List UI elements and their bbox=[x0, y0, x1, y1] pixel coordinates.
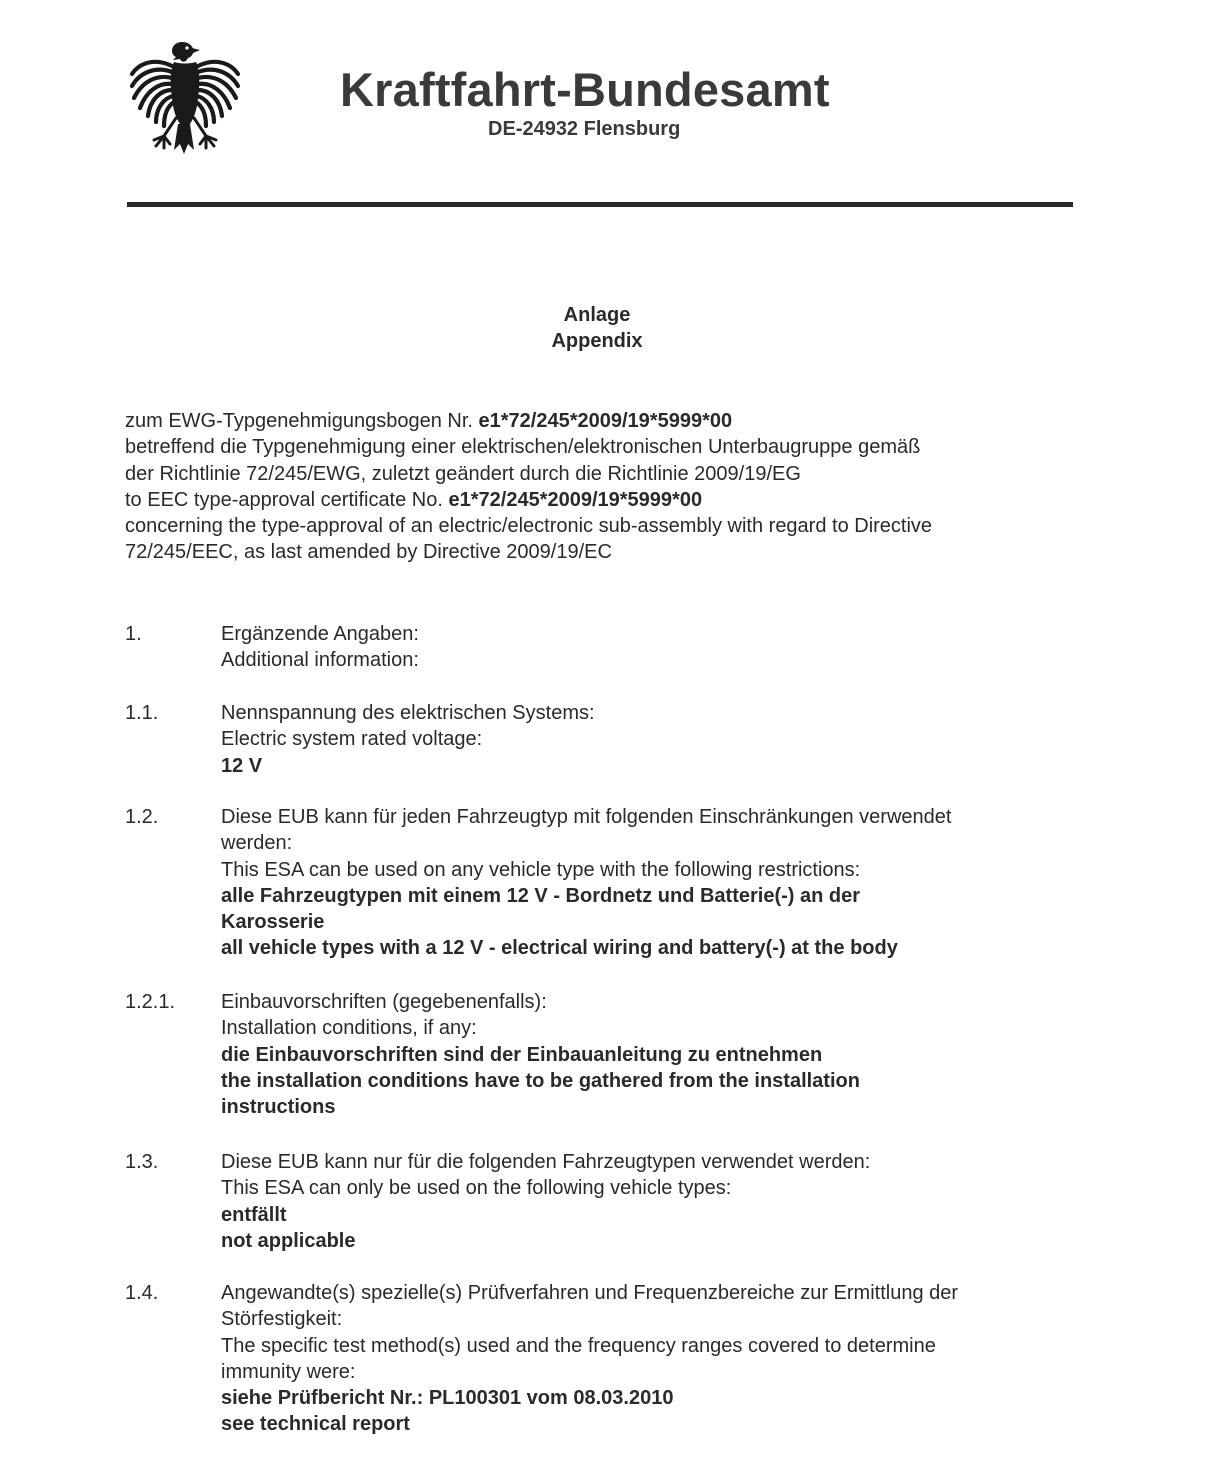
intro-line: concerning the type-approval of an electric/electronic sub-assembly with regard to Directive bbox=[125, 515, 933, 538]
intro-paragraph bbox=[125, 408, 1105, 566]
section-label: This ESA can only be used on the following vehicle types: bbox=[221, 1177, 732, 1200]
section-label: Einbauvorschriften (gegebenenfalls): bbox=[221, 991, 547, 1013]
section-label: Diese EUB kann für jeden Fahrzeugtyp mit folgenden Einschränkungen verwendet bbox=[221, 806, 952, 828]
intro-text: zum EWG-Typgenehmigungsbogen Nr. bbox=[125, 410, 479, 432]
agency-address: DE-24932 Flensburg bbox=[488, 118, 681, 140]
header-divider bbox=[127, 202, 1073, 207]
section-body bbox=[221, 700, 1081, 779]
section-label: Installation conditions, if any: bbox=[221, 1017, 477, 1040]
certificate-number: e1*72/245*2009/19*5999*00 bbox=[448, 488, 703, 511]
document-title-de: Anlage bbox=[563, 304, 631, 326]
section-label: Ergänzende Angaben: bbox=[221, 623, 419, 645]
section-label: Angewandte(s) spezielle(s) Prüfverfahren und Frequenzbereiche zur Ermittlung der bbox=[221, 1282, 959, 1304]
section-value: not applicable bbox=[221, 1229, 356, 1252]
certificate-number: e1*72/245*2009/19*5999*00 bbox=[478, 410, 733, 432]
document-title-en: Appendix bbox=[551, 330, 643, 352]
section-number: 1.3. bbox=[125, 1151, 159, 1173]
section-value: Karosserie bbox=[221, 911, 325, 934]
section-body bbox=[221, 621, 1081, 674]
intro-text: to EEC type-approval certificate No. bbox=[125, 488, 449, 511]
section-value: entfällt bbox=[221, 1203, 287, 1226]
section-body bbox=[221, 989, 1081, 1120]
section-body bbox=[221, 1280, 1081, 1438]
section-label: Störfestigkeit: bbox=[221, 1308, 343, 1331]
federal-eagle-icon bbox=[126, 40, 244, 160]
section-value: the installation conditions have to be gathered from the installation bbox=[221, 1069, 860, 1092]
section-number: 1.2.1. bbox=[125, 991, 176, 1013]
section-number: 1. bbox=[125, 623, 142, 645]
section-label: Additional information: bbox=[221, 649, 419, 672]
intro-line bbox=[125, 487, 1105, 513]
section-number: 1.2. bbox=[125, 806, 159, 828]
section-body bbox=[221, 804, 1081, 962]
intro-line: 72/245/EEC, as last amended by Directive 2009/19/EC bbox=[125, 541, 612, 564]
section-label: Diese EUB kann nur für die folgenden Fahrzeugtypen verwendet werden: bbox=[221, 1151, 871, 1173]
intro-line: betreffend die Typgenehmigung einer elektrischen/elektronischen Unterbaugruppe gemäß bbox=[125, 436, 921, 459]
section-label: Nennspannung des elektrischen Systems: bbox=[221, 702, 595, 724]
section-number: 1.4. bbox=[125, 1282, 159, 1304]
intro-line: der Richtlinie 72/245/EWG, zuletzt geändert durch die Richtlinie 2009/19/EG bbox=[125, 462, 801, 485]
section-value: see technical report bbox=[221, 1413, 410, 1436]
section-label: immunity were: bbox=[221, 1360, 356, 1383]
section-value: die Einbauvorschriften sind der Einbauanleitung zu entnehmen bbox=[221, 1043, 823, 1066]
section-value: all vehicle types with a 12 V - electrical wiring and battery(-) at the body bbox=[221, 937, 898, 960]
section-value: siehe Prüfbericht Nr.: PL100301 vom 08.03.2010 bbox=[221, 1387, 674, 1410]
section-label: The specific test method(s) used and the frequency ranges covered to determine bbox=[221, 1334, 936, 1357]
section-value: instructions bbox=[221, 1096, 336, 1119]
section-label: Electric system rated voltage: bbox=[221, 728, 483, 751]
section-label: werden: bbox=[221, 832, 293, 855]
agency-name: Kraftfahrt-Bundesamt bbox=[340, 63, 830, 116]
section-value: 12 V bbox=[221, 754, 263, 777]
section-value: alle Fahrzeugtypen mit einem 12 V - Bordnetz und Batterie(-) an der bbox=[221, 884, 860, 907]
section-body bbox=[221, 1149, 1081, 1254]
section-number: 1.1. bbox=[125, 702, 159, 724]
intro-line bbox=[125, 408, 1105, 434]
section-label: This ESA can be used on any vehicle type with the following restrictions: bbox=[221, 858, 861, 881]
